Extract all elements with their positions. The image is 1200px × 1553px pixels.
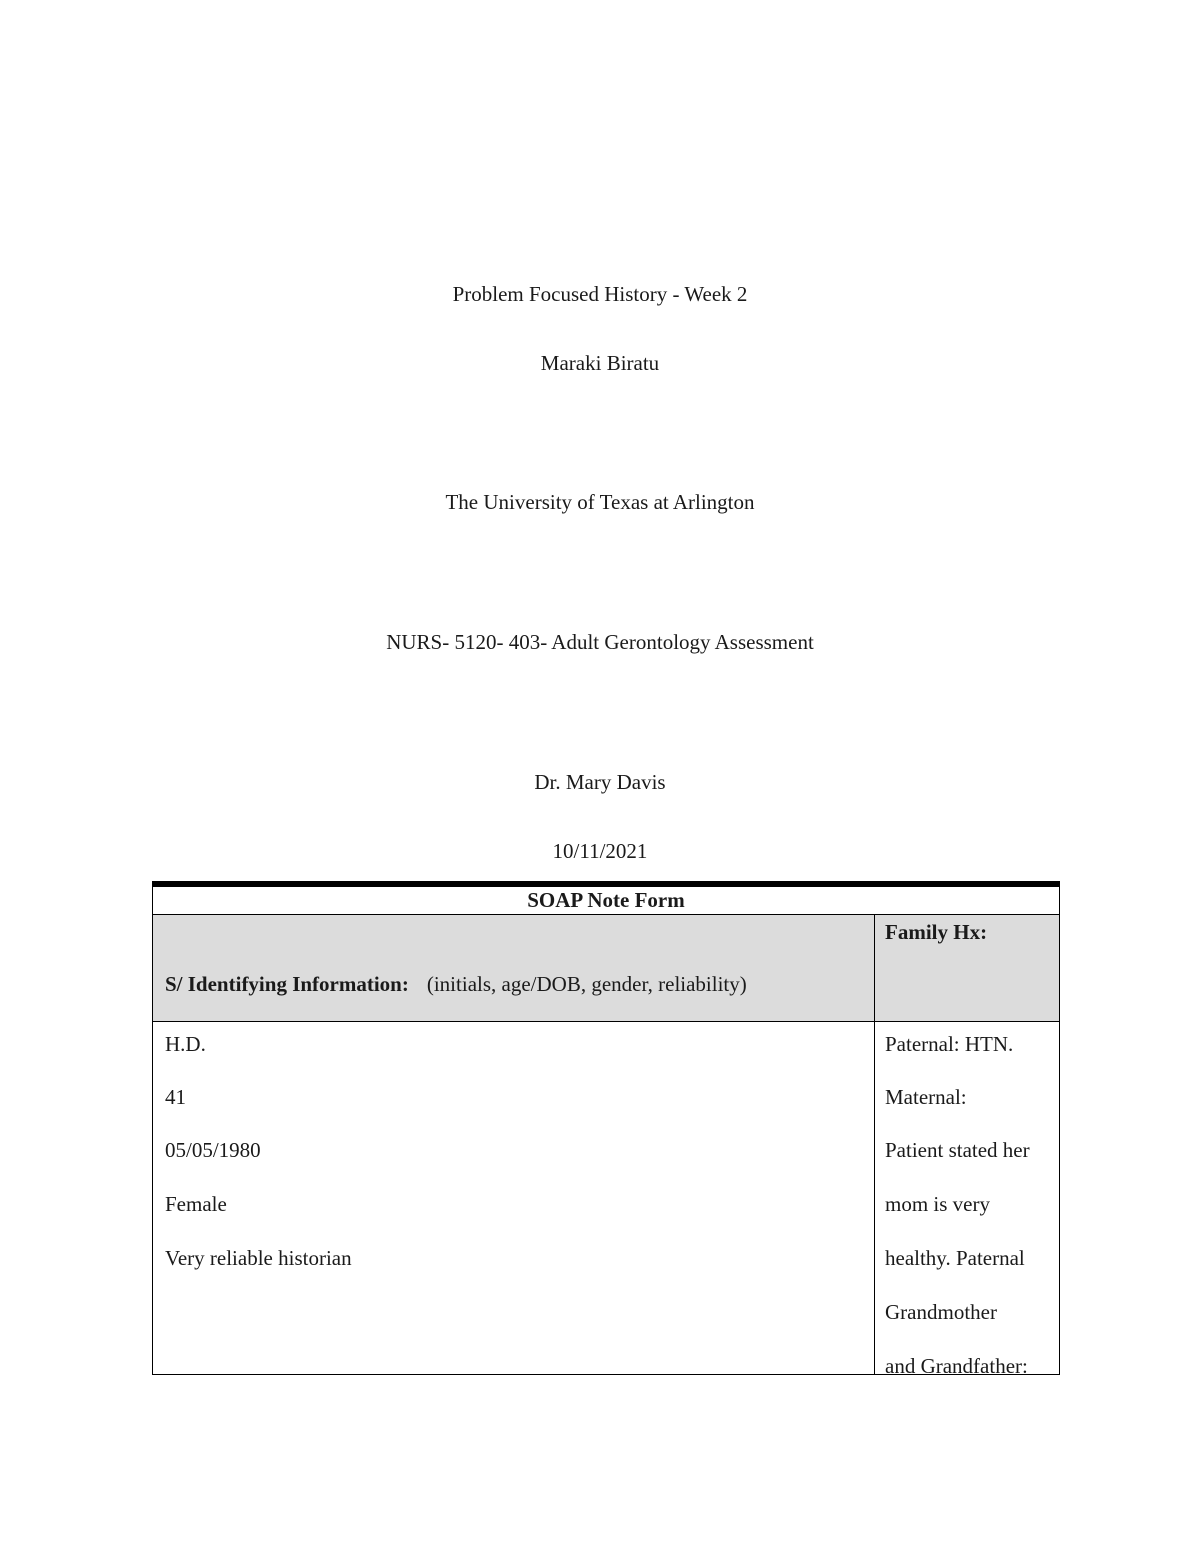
family-line: Patient stated her bbox=[885, 1138, 1030, 1162]
family-line: healthy. Paternal bbox=[885, 1246, 1025, 1270]
soap-header-row bbox=[153, 915, 1059, 1022]
submission-date: 10/11/2021 bbox=[552, 839, 648, 863]
identifying-line-gender: Female bbox=[165, 1192, 227, 1216]
family-line: Paternal: HTN. bbox=[885, 1032, 1014, 1056]
document-title: Problem Focused History - Week 2 bbox=[452, 282, 748, 306]
family-line: Maternal: bbox=[885, 1085, 967, 1109]
identifying-line-reliability: Very reliable historian bbox=[165, 1246, 352, 1270]
author-name: Maraki Biratu bbox=[540, 351, 660, 375]
institution-name: The University of Texas at Arlington bbox=[445, 490, 755, 514]
identifying-info-header bbox=[165, 971, 747, 997]
family-line: mom is very bbox=[885, 1192, 990, 1216]
identifying-line-initials: H.D. bbox=[165, 1032, 206, 1056]
instructor-name: Dr. Mary Davis bbox=[534, 770, 666, 794]
identifying-info-label: S/ Identifying Information: bbox=[165, 972, 409, 996]
family-line: and Grandfather: bbox=[885, 1354, 1028, 1378]
soap-note-table bbox=[152, 881, 1060, 1378]
identifying-info-hint: (initials, age/DOB, gender, reliability) bbox=[426, 972, 747, 996]
identifying-line-dob: 05/05/1980 bbox=[165, 1138, 261, 1162]
column-divider bbox=[874, 915, 875, 1374]
family-line: Grandmother bbox=[885, 1300, 997, 1324]
family-history-label: Family Hx: bbox=[885, 920, 988, 944]
soap-form-title: SOAP Note Form bbox=[153, 887, 1059, 915]
course-name: NURS- 5120- 403- Adult Gerontology Assessment bbox=[386, 630, 814, 654]
identifying-line-age: 41 bbox=[165, 1085, 186, 1109]
